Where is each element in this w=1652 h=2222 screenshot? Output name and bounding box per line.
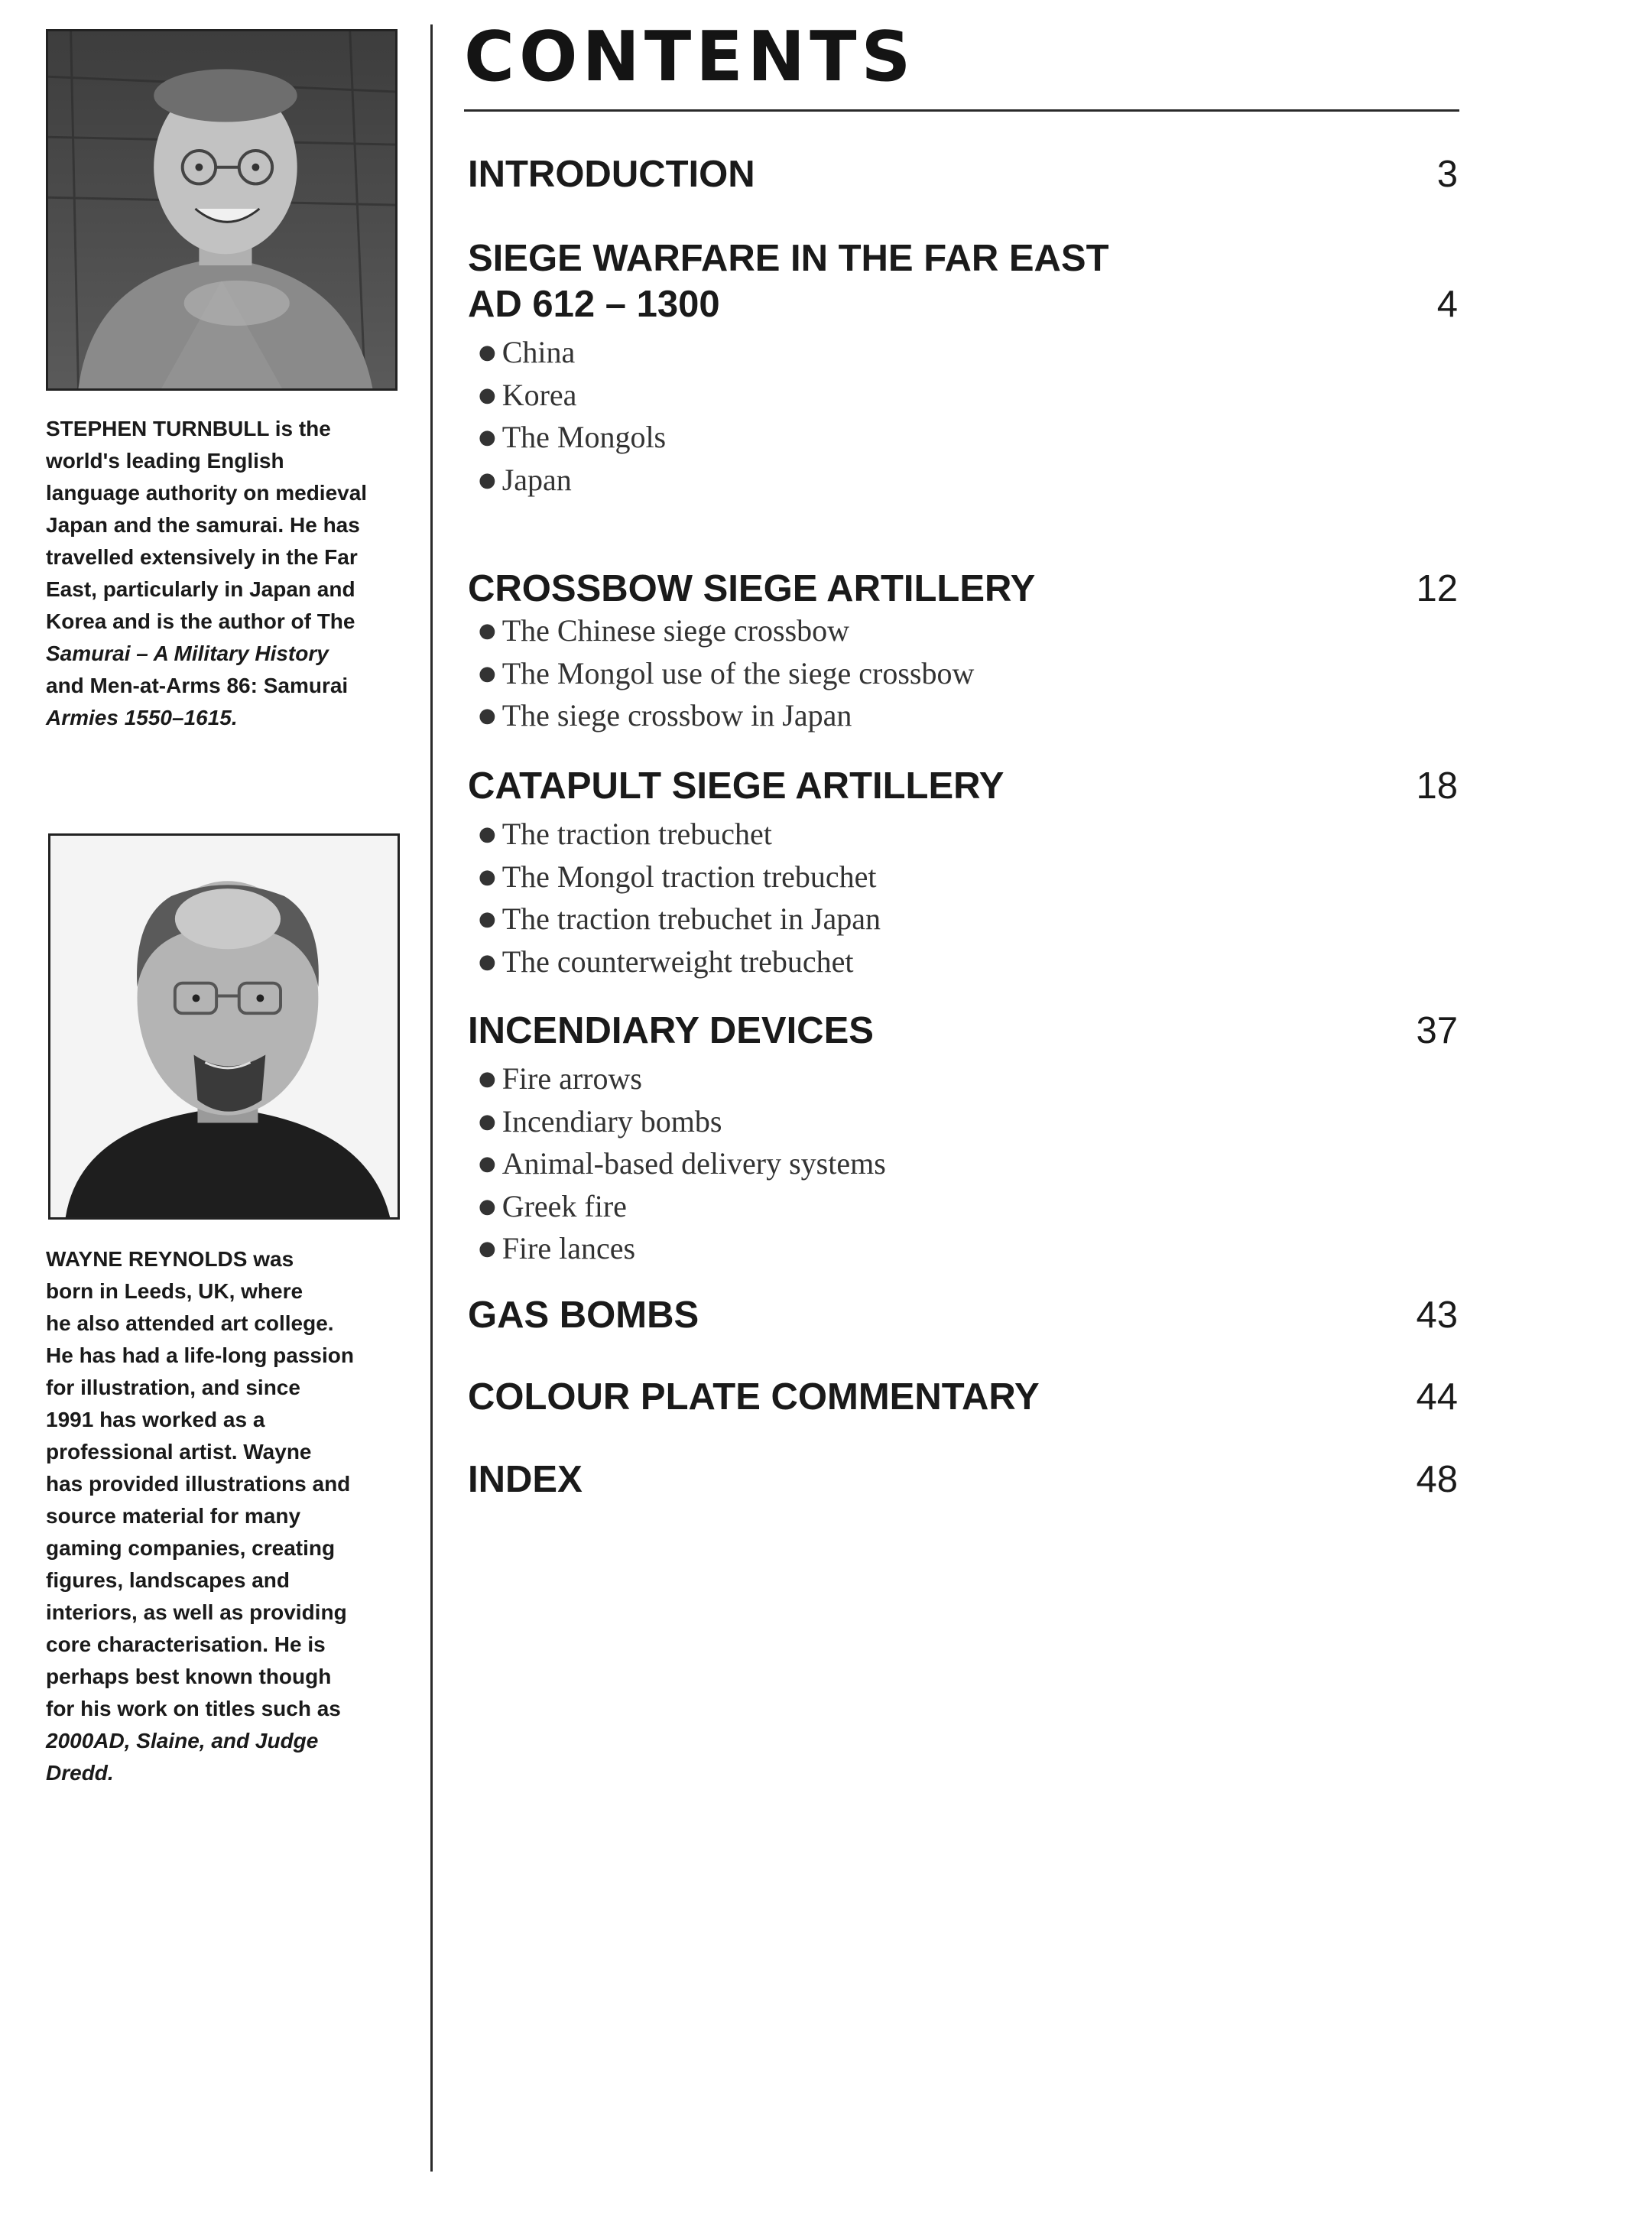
bio-line: core characterisation. He is — [46, 1632, 326, 1656]
toc-subitem: ● Animal-based delivery systems — [479, 1146, 886, 1181]
bio-line: STEPHEN TURNBULL is the — [46, 417, 331, 440]
author-portrait-2 — [50, 836, 398, 1217]
author-photo-stephen-turnbull — [46, 29, 398, 391]
column-divider — [430, 24, 433, 2172]
toc-subitems — [479, 1060, 1458, 1272]
toc-subitem: ● The Chinese siege crossbow — [479, 613, 850, 648]
toc-heading-title: INDEX — [468, 1459, 583, 1500]
toc-page-number: 44 — [1416, 1376, 1458, 1418]
bio-line: born in Leeds, UK, where — [46, 1279, 303, 1303]
bio-line: professional artist. Wayne — [46, 1440, 312, 1463]
page-title: CONTENTS — [464, 17, 916, 97]
toc-page-number: 37 — [1416, 1010, 1458, 1051]
toc-heading-title: COLOUR PLATE COMMENTARY — [468, 1376, 1040, 1418]
toc-heading-title: AD 612 – 1300 — [468, 284, 720, 325]
author-bio-wayne-reynolds — [46, 1243, 410, 1789]
toc-heading-title: INCENDIARY DEVICES — [468, 1010, 874, 1051]
bio-line: source material for many — [46, 1504, 301, 1528]
bio-line: for illustration, and since — [46, 1376, 300, 1399]
toc-subitems — [479, 815, 1458, 985]
bio-line: Japan and the samurai. He has — [46, 513, 360, 537]
toc-page-number: 12 — [1416, 568, 1458, 609]
toc-heading-title: INTRODUCTION — [468, 154, 755, 195]
toc-heading — [468, 1292, 1458, 1338]
bio-line: Korea and is the author of The — [46, 609, 355, 633]
toc-subitem: ● The siege crossbow in Japan — [479, 698, 852, 733]
bio-line: 2000AD, Slaine, and Judge — [46, 1729, 319, 1753]
bio-line: and Men-at-Arms 86: Samurai — [46, 674, 349, 697]
toc-page-number: 3 — [1436, 154, 1458, 195]
toc-subitems — [479, 333, 1458, 503]
toc-subitems — [479, 612, 1458, 739]
toc-subitem: ● The traction trebuchet — [479, 817, 772, 851]
toc-section-colour-plate — [468, 1374, 1458, 1420]
toc-heading — [468, 1457, 1458, 1502]
bio-line: travelled extensively in the Far — [46, 545, 358, 569]
title-underline — [464, 109, 1459, 112]
toc-subitem: ● The counterweight trebuchet — [479, 944, 854, 979]
bio-line: has provided illustrations and — [46, 1472, 351, 1496]
toc-page-number: 48 — [1416, 1459, 1458, 1500]
toc-subitem: ● The traction trebuchet in Japan — [479, 901, 881, 936]
author-portrait-1 — [48, 31, 395, 388]
bio-line: Dredd. — [46, 1761, 114, 1785]
toc-heading-title: CATAPULT SIEGE ARTILLERY — [468, 765, 1005, 807]
toc-section-catapult — [468, 763, 1458, 985]
toc-section-index — [468, 1457, 1458, 1502]
toc-page-number: 18 — [1416, 765, 1458, 807]
bio-line: He has had a life-long passion — [46, 1343, 354, 1367]
toc-subitem: ● The Mongol use of the siege crossbow — [479, 655, 975, 690]
toc-subitem: ● Korea — [479, 377, 577, 412]
toc-section-gas-bombs — [468, 1292, 1458, 1338]
toc-subitem: ● Incendiary bombs — [479, 1103, 722, 1139]
toc-heading — [468, 1374, 1458, 1420]
toc-section-siege-warfare — [468, 236, 1458, 503]
toc-heading — [468, 281, 1458, 327]
toc-page-number: 4 — [1436, 284, 1458, 325]
toc-heading — [468, 151, 1458, 197]
bio-line: interiors, as well as providing — [46, 1600, 347, 1624]
toc-page-number: 43 — [1416, 1295, 1458, 1336]
toc-heading-line: SIEGE WARFARE IN THE FAR EAST — [468, 238, 1109, 279]
bio-line: gaming companies, creating — [46, 1536, 336, 1560]
bio-line: he also attended art college. — [46, 1311, 334, 1335]
toc-heading — [468, 566, 1458, 612]
toc-subitem: ● China — [479, 335, 576, 369]
bio-line: Armies 1550–1615. — [46, 706, 238, 729]
bio-line: figures, landscapes and — [46, 1568, 290, 1592]
bio-line: 1991 has worked as a — [46, 1408, 265, 1431]
toc-heading-title: GAS BOMBS — [468, 1295, 699, 1336]
toc-section-introduction — [468, 151, 1458, 197]
bio-line: East, particularly in Japan and — [46, 577, 355, 601]
toc-subitem: ● The Mongol traction trebuchet — [479, 859, 877, 894]
toc-section-incendiary — [468, 1008, 1458, 1272]
bio-line: language authority on medieval — [46, 481, 368, 505]
author-photo-wayne-reynolds — [48, 833, 400, 1220]
toc-heading-title: CROSSBOW SIEGE ARTILLERY — [468, 568, 1036, 609]
toc-subitem: ● Japan — [479, 462, 572, 497]
toc-section-crossbow — [468, 566, 1458, 739]
bio-line: world's leading English — [46, 449, 284, 473]
toc-heading — [468, 763, 1458, 809]
bio-line: Samurai – A Military History — [46, 642, 329, 665]
author-bio-stephen-turnbull — [46, 413, 410, 734]
toc-subitem: ● The Mongols — [479, 420, 667, 454]
toc-subitem: ● Greek fire — [479, 1188, 627, 1223]
bio-line: perhaps best known though — [46, 1665, 332, 1688]
toc-heading — [468, 1008, 1458, 1054]
bio-line: WAYNE REYNOLDS was — [46, 1247, 294, 1271]
bio-line: for his work on titles such as — [46, 1697, 341, 1720]
toc-subitem: ● Fire arrows — [479, 1061, 642, 1096]
toc-subitem: ● Fire lances — [479, 1231, 636, 1265]
